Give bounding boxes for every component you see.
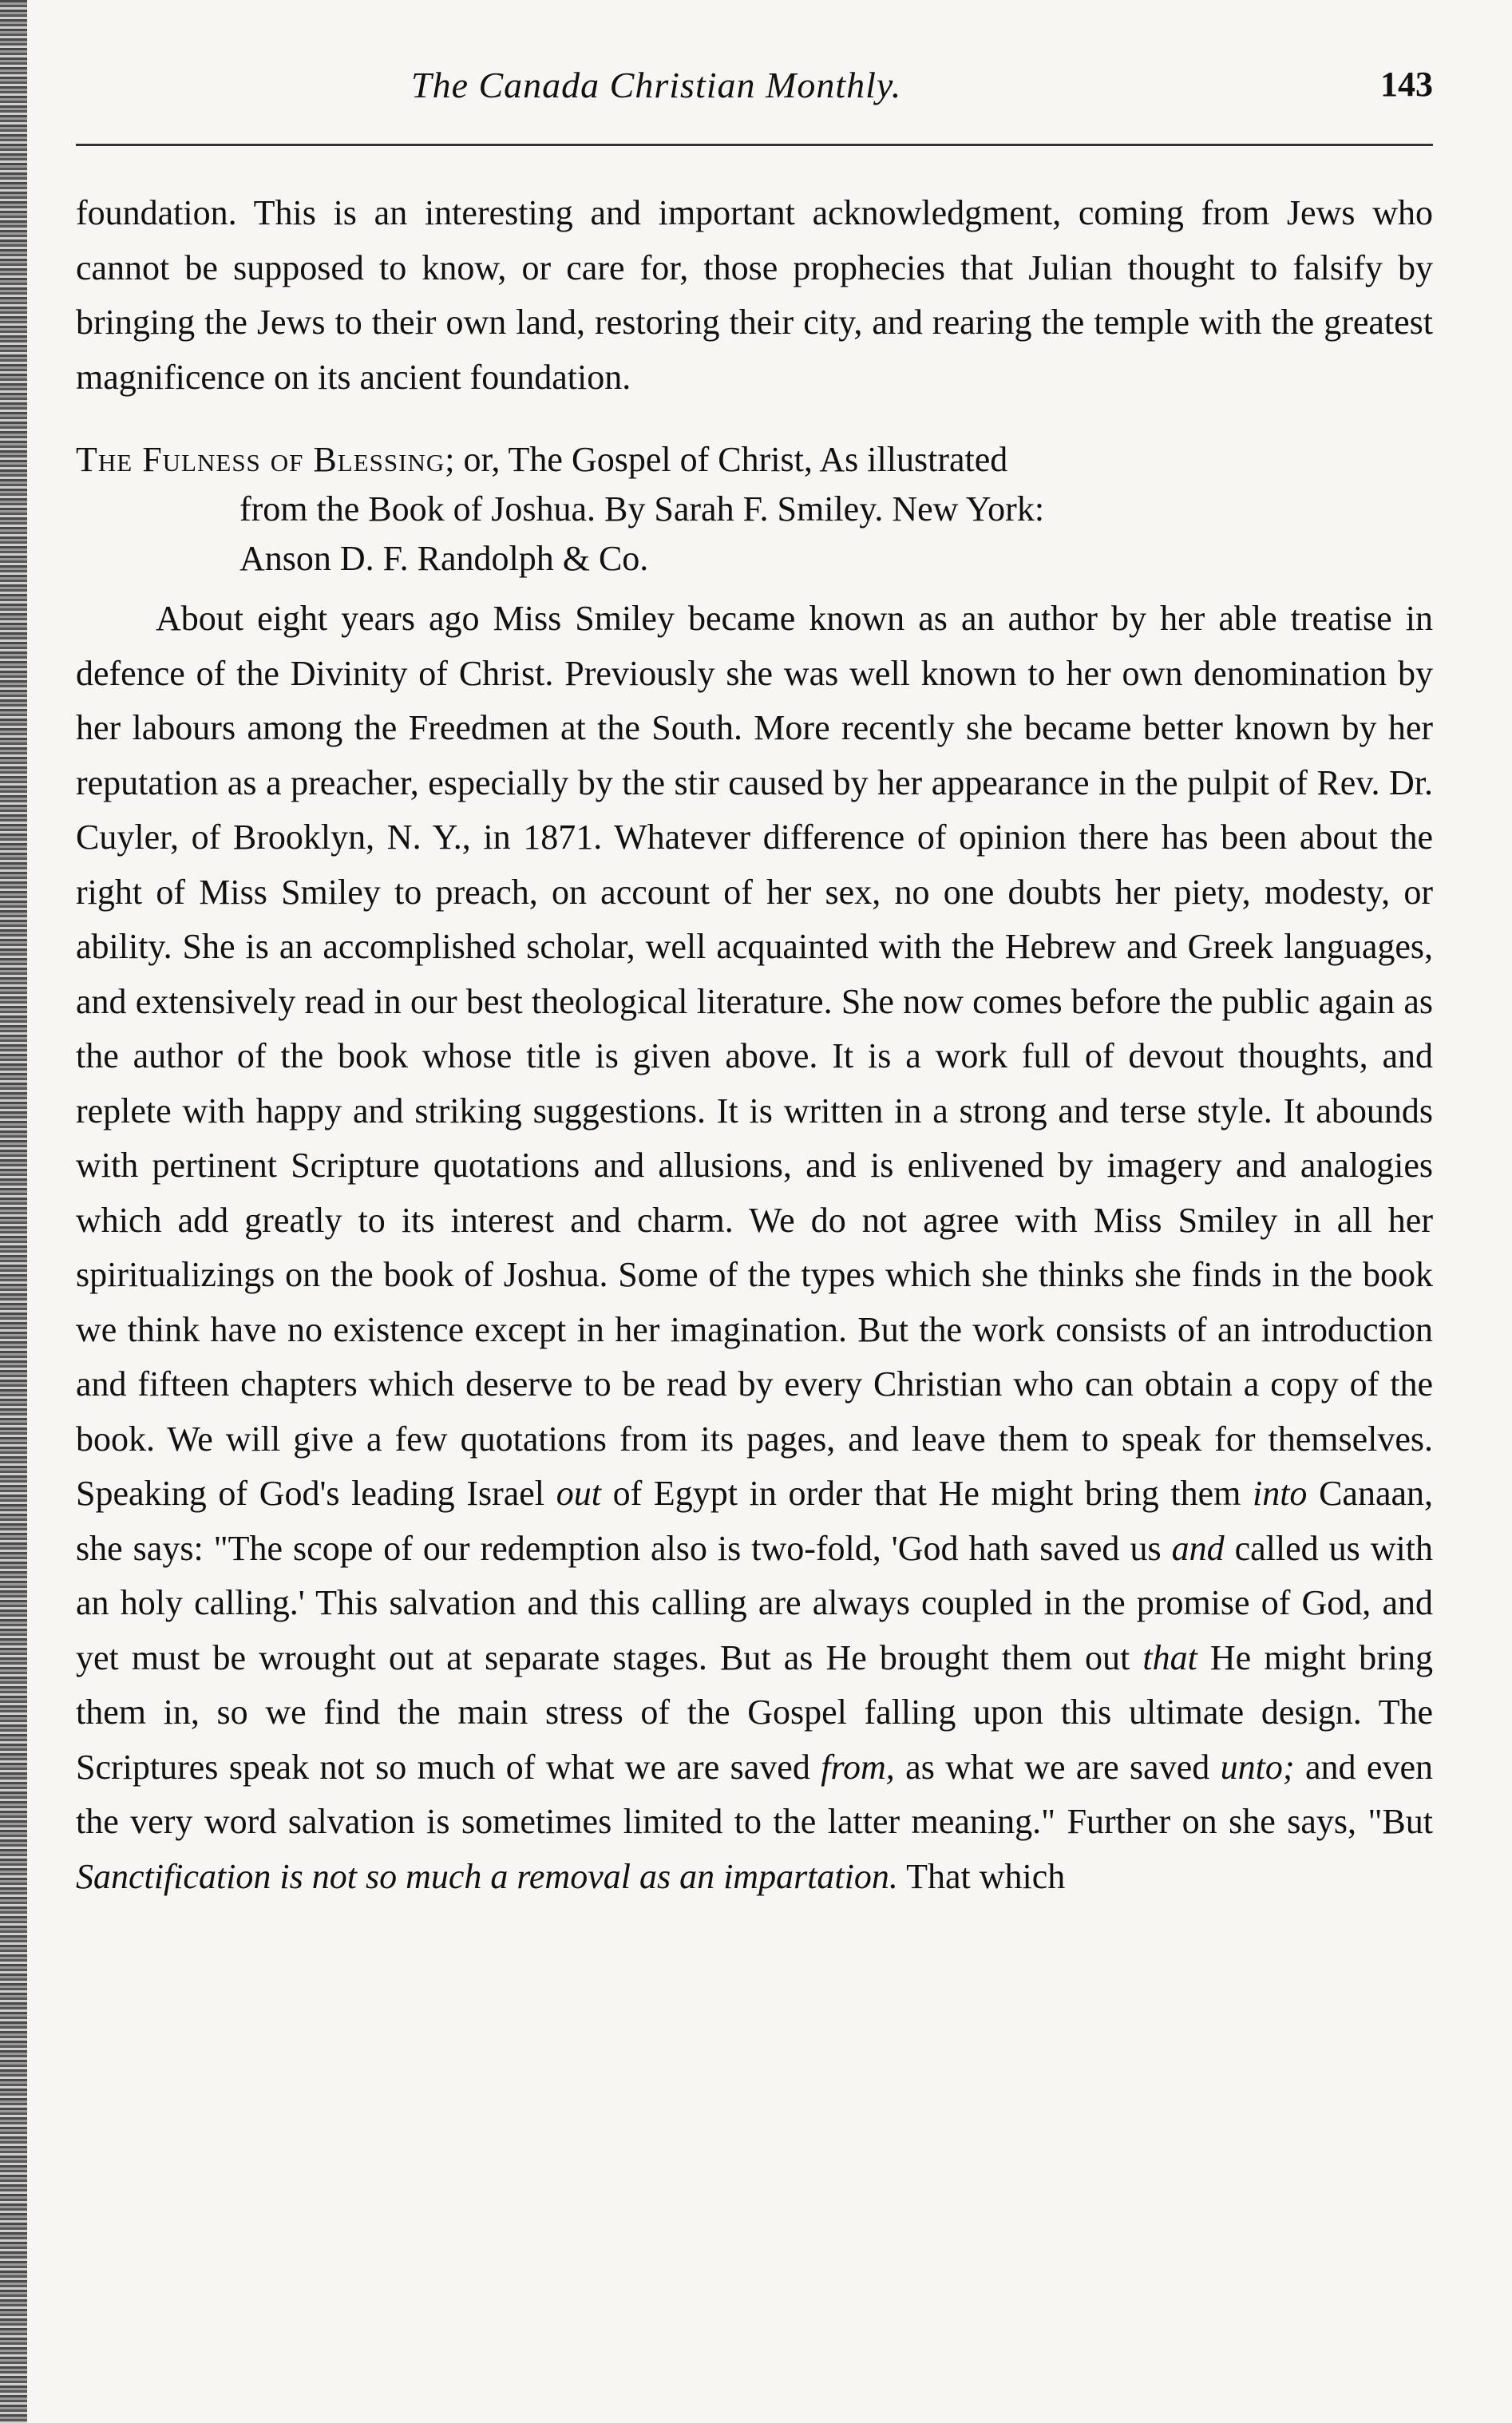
review-text-7: and even the very word salvation is sometimes limited to the latter meaning." Further on she says, "But bbox=[76, 1747, 1433, 1841]
review-italic-that: that bbox=[1142, 1637, 1197, 1677]
review-text-5: He might bring them in, so we find the main stress of the Gospel falling upon this ultimate design. The Scriptures speak not so much of what we are saved bbox=[76, 1637, 1433, 1787]
book-notice-line1 bbox=[76, 435, 1433, 485]
review-text-4: called us with an holy calling.' This salvation and this calling are always coupled in the promise of God, and yet must be wrought out at separate stages. But as He brought them out bbox=[76, 1528, 1433, 1677]
book-notice bbox=[76, 435, 1433, 584]
review-italic-from: from, bbox=[821, 1747, 895, 1787]
review-text-1: About eight years ago Miss Smiley became known as an author by her able treatise in defence of the Divinity of Christ. Previously she was well known to her own denomination by her labours among the Freedmen at the South. More recently she became better known by her reputation as a preacher, especially by the stir caused by her appearance in the pulpit of Rev. Dr. Cuyler, of Brooklyn, N. Y., in 1871. Whatever difference of opinion there has been about the right of Miss Smiley to preach, on account of her sex, no one doubts her piety, modesty, or ability. She is an accomplished scholar, well acquainted with the Hebrew and Greek languages, and extensively read in our best theological literature. She now comes before the public again as the author of the book whose title is given above. It is a work full of devout thoughts, and replete with happy and striking suggestions. It is written in a strong and terse style. It abounds with pertinent Scripture quotations and allusions, and is enlivened by imagery and analogies which add greatly to its interest and charm. We do not agree with Miss Smiley in all her spiritualizings on the book of Joshua. Some of the types which she thinks she finds in the book we think have no existence except in her imagination. But the work consists of an introduction and fifteen chapters which deserve to be read by every Christian who can obtain a copy of the book. We will give a few quotations from its pages, and leave them to speak for themselves. Speaking of God's leading Israel bbox=[76, 599, 1433, 1513]
review-text-2: of Egypt in order that He might bring them bbox=[600, 1474, 1253, 1513]
book-notice-line2: from the Book of Joshua. By Sarah F. Smiley. New York: bbox=[239, 489, 1045, 529]
running-title: The Canada Christian Monthly. bbox=[411, 65, 902, 105]
review-text-3: Canaan, she says: "The scope of our redemption also is two-fold, 'God hath saved us bbox=[76, 1474, 1434, 1568]
page-number: 143 bbox=[1380, 65, 1433, 104]
page bbox=[76, 64, 1433, 1904]
review-italic-and: and bbox=[1171, 1528, 1225, 1568]
book-binding-edge bbox=[0, 0, 27, 2423]
header-rule bbox=[76, 144, 1433, 146]
page-header bbox=[76, 64, 1433, 120]
review-text-6: as what we are saved bbox=[894, 1747, 1221, 1787]
intro-paragraph: foundation. This is an interesting and important acknowledgment, coming from Jews who cannot be supposed to know, or care for, those prophecies that Julian thought to falsify by bringing the Jews to their own land, restoring their city, and rearing the temple with the greatest magnificence on its ancient foundation. bbox=[76, 193, 1433, 397]
review-italic-unto: unto; bbox=[1220, 1747, 1295, 1787]
book-title: The Fulness of Blessing bbox=[76, 440, 445, 479]
review-paragraph bbox=[76, 592, 1433, 1904]
book-subtitle: ; or, The Gospel of Christ, As illustrated bbox=[445, 440, 1008, 479]
review-text-8: That which bbox=[897, 1856, 1066, 1896]
review-italic-sanctification: Sanctification is not so much a removal as an impartation. bbox=[76, 1856, 898, 1896]
review-italic-into: into bbox=[1252, 1474, 1308, 1513]
book-notice-line3: Anson D. F. Randolph & Co. bbox=[239, 539, 649, 578]
review-italic-out: out bbox=[556, 1474, 601, 1513]
